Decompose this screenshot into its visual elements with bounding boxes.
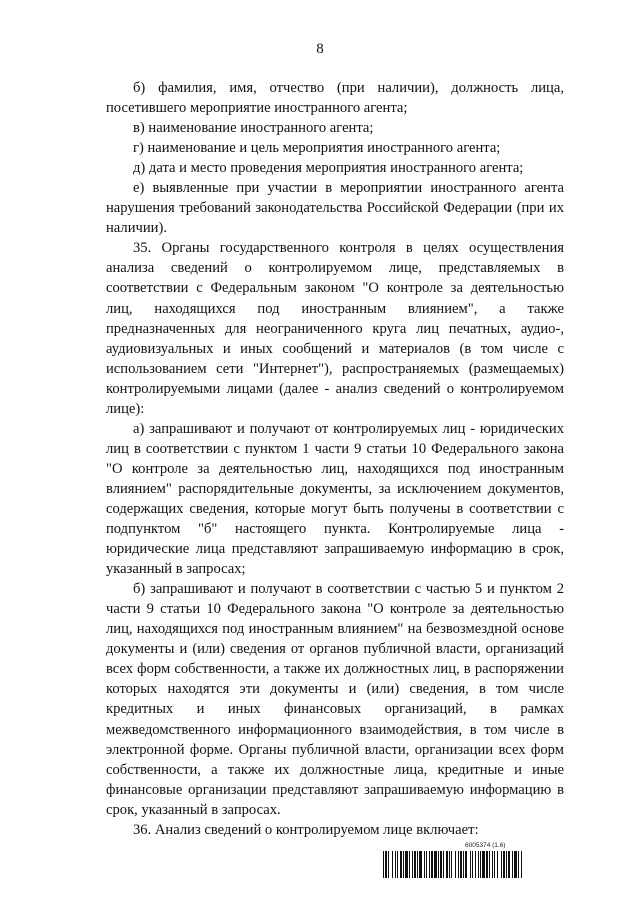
paragraph: б) запрашивают и получают в соответствии с частью 5 и пунктом 2 части 9 статьи 10 Федерального закона "О контроле за деятельностью лиц, находящихся под иностранным влиянием" на безвозмездной основе документы и (или) сведения от органов публичной власти, организаций всех форм собственности, а также их должностных лиц, в распоряжении которых находятся эти документы и (или) сведения, в том числе кредитных и иных финансовых организаций, в рамках межведомственного информационного взаимодействия, в том числе в электронной форме. Органы публичной власти, организации всех форм собственности, а также их должностные лица, кредитные и иные финансовые организации представляют запрашиваемую информацию в срок, указанный в запросах. xyxy=(106,581,564,818)
paragraph: в) наименование иностранного агента; xyxy=(133,120,374,137)
barcode-label: 6005374 (1.6) xyxy=(465,842,506,849)
barcode-icon xyxy=(383,851,581,878)
paragraph: г) наименование и цель мероприятия иностранного агента; xyxy=(133,140,501,157)
paragraph: б) фамилия, имя, отчество (при наличии), должность лица, посетившего мероприятие иностранного агента; xyxy=(106,80,564,117)
document-barcode xyxy=(383,842,581,882)
paragraph: 35. Органы государственного контроля в целях осуществления анализа сведений о контролируемом лице, представляемых в соответствии с Федеральным законом "О контроле за деятельностью лиц, находящихся под иностранным влиянием", а также предназначенных для неограниченного круга лиц печатных, аудио-, аудиовизуальных и иных сообщений и материалов (в том числе с использованием сети "Интернет"), распространяемых (размещаемых) контролируемыми лицами (далее - анализ сведений о контролируемом лице): xyxy=(106,240,564,417)
paragraph: а) запрашивают и получают от контролируемых лиц - юридических лиц в соответствии с пунктом 1 части 9 статьи 10 Федерального закона "О контроле за деятельностью лиц, находящихся под иностранным влиянием" распорядительные документы, за исключением документов, содержащих сведения, которые могут быть получены в соответствии с подпунктом "б" настоящего пункта. Контролируемые лица - юридические лица представляют запрашиваемую информацию в срок, указанный в запросах; xyxy=(106,420,564,578)
page-number: 8 xyxy=(316,41,324,57)
paragraph: е) выявленные при участии в мероприятии иностранного агента нарушения требований законодательства Российской Федерации (при их наличии). xyxy=(106,180,564,237)
paragraph: 36. Анализ сведений о контролируемом лице включает: xyxy=(133,821,479,838)
paragraph: д) дата и место проведения мероприятия иностранного агента; xyxy=(133,160,524,177)
document-body xyxy=(106,78,564,840)
